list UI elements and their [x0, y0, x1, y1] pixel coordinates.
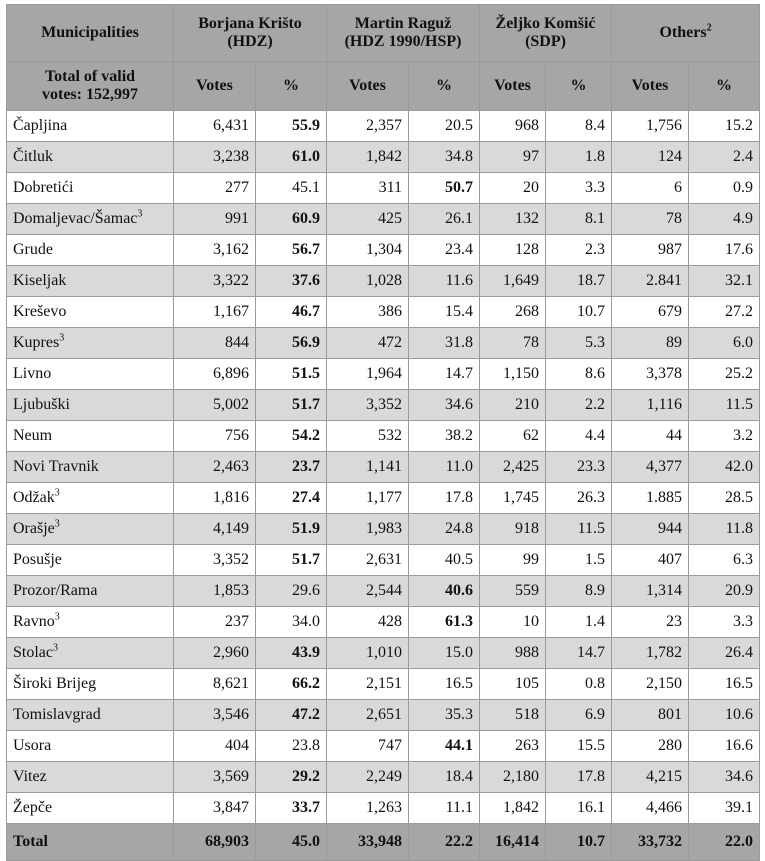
municipality-name: [7, 762, 174, 793]
votes-cell: 99: [480, 545, 546, 576]
votes-cell: 1,782: [612, 638, 689, 669]
total-cell: 45.0: [256, 824, 327, 861]
percent-cell: 8.1: [546, 204, 612, 235]
percent-cell: 6.3: [689, 545, 760, 576]
candidate-name: Martin Raguž: [354, 14, 452, 32]
municipality-name: [7, 731, 174, 762]
votes-cell: 2,651: [327, 700, 409, 731]
table-row: [7, 142, 760, 173]
votes-cell: 6,896: [174, 359, 256, 390]
percent-cell: 26.4: [689, 638, 760, 669]
percent-cell: 2.3: [546, 235, 612, 266]
votes-cell: 3,546: [174, 700, 256, 731]
total-cell: 16,414: [480, 824, 546, 861]
percent-cell: 47.2: [256, 700, 327, 731]
percent-cell: 1.8: [546, 142, 612, 173]
votes-header: Votes: [327, 62, 409, 111]
municipality-name: [7, 669, 174, 700]
percent-cell: 0.9: [689, 173, 760, 204]
municipality-label: Usora: [13, 737, 52, 754]
percent-cell: 11.6: [409, 266, 480, 297]
percent-cell: 2.2: [546, 390, 612, 421]
percent-cell: 33.7: [256, 793, 327, 824]
municipality-label: Ravno: [13, 613, 55, 630]
municipality-label: Grude: [13, 241, 53, 258]
votes-cell: 1,141: [327, 452, 409, 483]
votes-cell: 1,756: [612, 111, 689, 142]
votes-cell: 4,149: [174, 514, 256, 545]
votes-cell: 518: [480, 700, 546, 731]
municipality-name: [7, 266, 174, 297]
percent-cell: 27.2: [689, 297, 760, 328]
percent-cell: 43.9: [256, 638, 327, 669]
municipality-label: Kreševo: [13, 303, 67, 320]
footnote-marker: 3: [59, 332, 65, 344]
percent-cell: 11.5: [689, 390, 760, 421]
percent-cell: 32.1: [689, 266, 760, 297]
votes-cell: 425: [327, 204, 409, 235]
municipality-label: Stolac: [13, 644, 53, 661]
percent-cell: 0.8: [546, 669, 612, 700]
percent-cell: 4.4: [546, 421, 612, 452]
table-row: [7, 421, 760, 452]
municipality-name: [7, 204, 174, 235]
votes-cell: 23: [612, 607, 689, 638]
votes-cell: 2,463: [174, 452, 256, 483]
percent-cell: 39.1: [689, 793, 760, 824]
percent-cell: 17.6: [689, 235, 760, 266]
total-cell: 33,732: [612, 824, 689, 861]
percent-cell: 26.1: [409, 204, 480, 235]
percent-cell: 23.3: [546, 452, 612, 483]
percent-cell: 28.5: [689, 483, 760, 514]
candidate-header-kristo: [174, 5, 327, 62]
percent-cell: 15.4: [409, 297, 480, 328]
municipality-label: Orašje: [13, 520, 55, 537]
municipality-name: [7, 700, 174, 731]
percent-cell: 4.9: [689, 204, 760, 235]
votes-cell: 1,983: [327, 514, 409, 545]
percent-cell: 15.5: [546, 731, 612, 762]
percent-cell: 51.9: [256, 514, 327, 545]
votes-cell: 1.885: [612, 483, 689, 514]
votes-cell: 210: [480, 390, 546, 421]
total-label: Total: [7, 824, 174, 861]
votes-cell: 2,151: [327, 669, 409, 700]
votes-cell: 1,745: [480, 483, 546, 514]
votes-header: Votes: [174, 62, 256, 111]
percent-cell: 23.7: [256, 452, 327, 483]
votes-cell: 679: [612, 297, 689, 328]
footnote-marker: 3: [54, 487, 60, 499]
municipality-label: Čapljina: [13, 117, 68, 134]
votes-cell: 3,352: [327, 390, 409, 421]
municipality-name: [7, 111, 174, 142]
table-row: [7, 359, 760, 390]
votes-cell: 20: [480, 173, 546, 204]
percent-cell: 66.2: [256, 669, 327, 700]
percent-cell: 8.4: [546, 111, 612, 142]
votes-cell: 124: [612, 142, 689, 173]
footnote-marker: 2: [706, 22, 712, 34]
results-body: [7, 111, 760, 824]
votes-cell: 1,816: [174, 483, 256, 514]
municipality-name: [7, 545, 174, 576]
percent-cell: 51.7: [256, 390, 327, 421]
percent-cell: 16.1: [546, 793, 612, 824]
candidate-party: (SDP): [525, 33, 566, 50]
total-cell: 68,903: [174, 824, 256, 861]
footnote-marker: 3: [54, 518, 60, 530]
municipality-name: [7, 359, 174, 390]
percent-cell: 18.4: [409, 762, 480, 793]
candidate-header-others: [612, 5, 760, 62]
candidate-header-raguz: [327, 5, 480, 62]
votes-cell: 277: [174, 173, 256, 204]
municipality-label: Domaljevac/Šamac: [13, 210, 138, 227]
table-row: [7, 669, 760, 700]
percent-cell: 51.7: [256, 545, 327, 576]
percent-cell: 16.5: [689, 669, 760, 700]
table-row: [7, 607, 760, 638]
percent-cell: 20.9: [689, 576, 760, 607]
votes-cell: 128: [480, 235, 546, 266]
municipalities-header: Municipalities: [7, 5, 174, 62]
votes-cell: 44: [612, 421, 689, 452]
table-row: [7, 700, 760, 731]
total-valid-line2: votes: 152,997: [42, 86, 138, 103]
table-row: [7, 762, 760, 793]
votes-cell: 3,352: [174, 545, 256, 576]
percent-cell: 44.1: [409, 731, 480, 762]
votes-cell: 472: [327, 328, 409, 359]
votes-cell: 2,150: [612, 669, 689, 700]
percent-cell: 54.2: [256, 421, 327, 452]
votes-cell: 89: [612, 328, 689, 359]
votes-cell: 532: [327, 421, 409, 452]
percent-cell: 11.5: [546, 514, 612, 545]
votes-cell: 2,631: [327, 545, 409, 576]
votes-cell: 8,621: [174, 669, 256, 700]
votes-cell: 1,314: [612, 576, 689, 607]
percent-header: %: [689, 62, 760, 111]
municipality-name: [7, 483, 174, 514]
votes-cell: 991: [174, 204, 256, 235]
votes-cell: 78: [480, 328, 546, 359]
percent-cell: 8.6: [546, 359, 612, 390]
votes-cell: 1,167: [174, 297, 256, 328]
table-row: [7, 173, 760, 204]
votes-cell: 987: [612, 235, 689, 266]
candidate-party: (HDZ): [227, 33, 273, 50]
municipality-name: [7, 173, 174, 204]
percent-cell: 55.9: [256, 111, 327, 142]
percent-cell: 61.3: [409, 607, 480, 638]
header-row-candidates: [7, 5, 760, 62]
table-row: [7, 545, 760, 576]
percent-cell: 3.3: [546, 173, 612, 204]
votes-cell: 3,378: [612, 359, 689, 390]
total-cell: 10.7: [546, 824, 612, 861]
votes-cell: 3,569: [174, 762, 256, 793]
table-row: [7, 638, 760, 669]
votes-cell: 756: [174, 421, 256, 452]
table-row: [7, 576, 760, 607]
municipality-label: Prozor/Rama: [13, 582, 98, 599]
votes-cell: 918: [480, 514, 546, 545]
municipality-label: Tomislavgrad: [13, 706, 101, 723]
votes-cell: 237: [174, 607, 256, 638]
votes-cell: 1,028: [327, 266, 409, 297]
percent-cell: 34.8: [409, 142, 480, 173]
footnote-marker: 3: [53, 642, 58, 654]
votes-cell: 3,322: [174, 266, 256, 297]
municipality-label: Široki Brijeg: [13, 675, 97, 692]
table-row: [7, 483, 760, 514]
percent-cell: 11.8: [689, 514, 760, 545]
footnote-marker: 3: [54, 611, 60, 623]
votes-cell: 10: [480, 607, 546, 638]
percent-cell: 11.1: [409, 793, 480, 824]
percent-cell: 1.5: [546, 545, 612, 576]
table-row: [7, 390, 760, 421]
percent-cell: 34.6: [689, 762, 760, 793]
votes-cell: 2,960: [174, 638, 256, 669]
municipality-name: [7, 328, 174, 359]
percent-cell: 16.6: [689, 731, 760, 762]
municipality-name: [7, 576, 174, 607]
percent-cell: 14.7: [546, 638, 612, 669]
percent-header: %: [409, 62, 480, 111]
table-row: [7, 235, 760, 266]
percent-cell: 6.9: [546, 700, 612, 731]
municipality-label: Posušje: [13, 551, 62, 568]
percent-cell: 23.8: [256, 731, 327, 762]
percent-cell: 29.6: [256, 576, 327, 607]
candidate-name: Željko Komšić: [495, 14, 596, 32]
municipality-name: [7, 452, 174, 483]
percent-cell: 18.7: [546, 266, 612, 297]
votes-cell: 280: [612, 731, 689, 762]
votes-cell: 3,847: [174, 793, 256, 824]
candidate-party: (HDZ 1990/HSP): [344, 33, 462, 50]
votes-cell: 1,010: [327, 638, 409, 669]
total-valid-line1: Total of valid: [44, 67, 136, 85]
votes-cell: 6,431: [174, 111, 256, 142]
percent-cell: 24.8: [409, 514, 480, 545]
votes-cell: 2,544: [327, 576, 409, 607]
percent-cell: 8.9: [546, 576, 612, 607]
percent-cell: 10.7: [546, 297, 612, 328]
table-row: [7, 297, 760, 328]
percent-cell: 15.2: [689, 111, 760, 142]
municipality-name: [7, 638, 174, 669]
candidate-name: Others: [659, 23, 707, 41]
votes-cell: 3,238: [174, 142, 256, 173]
votes-cell: 132: [480, 204, 546, 235]
table-row: [7, 731, 760, 762]
percent-cell: 17.8: [546, 762, 612, 793]
percent-cell: 34.6: [409, 390, 480, 421]
percent-cell: 17.8: [409, 483, 480, 514]
votes-cell: 1,177: [327, 483, 409, 514]
percent-cell: 6.0: [689, 328, 760, 359]
votes-cell: 263: [480, 731, 546, 762]
votes-cell: 1,842: [327, 142, 409, 173]
election-results-table: [6, 4, 760, 861]
municipality-name: [7, 297, 174, 328]
percent-cell: 60.9: [256, 204, 327, 235]
municipality-name: [7, 607, 174, 638]
table-row: [7, 111, 760, 142]
percent-cell: 56.9: [256, 328, 327, 359]
municipality-label: Neum: [13, 427, 53, 444]
percent-header: %: [256, 62, 327, 111]
votes-cell: 1,304: [327, 235, 409, 266]
total-cell: 22.0: [689, 824, 760, 861]
percent-cell: 11.0: [409, 452, 480, 483]
percent-cell: 20.5: [409, 111, 480, 142]
percent-cell: 31.8: [409, 328, 480, 359]
votes-cell: 2,180: [480, 762, 546, 793]
percent-cell: 25.2: [689, 359, 760, 390]
votes-cell: 1,649: [480, 266, 546, 297]
municipality-label: Vitez: [13, 768, 47, 785]
percent-cell: 61.0: [256, 142, 327, 173]
votes-cell: 4,466: [612, 793, 689, 824]
votes-cell: 105: [480, 669, 546, 700]
percent-cell: 42.0: [689, 452, 760, 483]
votes-cell: 2.841: [612, 266, 689, 297]
votes-cell: 4,377: [612, 452, 689, 483]
total-valid-votes-header: [7, 62, 174, 111]
percent-cell: 34.0: [256, 607, 327, 638]
votes-cell: 944: [612, 514, 689, 545]
percent-cell: 3.2: [689, 421, 760, 452]
votes-cell: 4,215: [612, 762, 689, 793]
percent-cell: 26.3: [546, 483, 612, 514]
percent-cell: 15.0: [409, 638, 480, 669]
votes-cell: 559: [480, 576, 546, 607]
municipality-label: Kiseljak: [13, 272, 67, 289]
votes-cell: 428: [327, 607, 409, 638]
votes-cell: 1,842: [480, 793, 546, 824]
municipality-name: [7, 793, 174, 824]
percent-cell: 1.4: [546, 607, 612, 638]
total-cell: 22.2: [409, 824, 480, 861]
votes-cell: 1,116: [612, 390, 689, 421]
percent-cell: 46.7: [256, 297, 327, 328]
votes-cell: 801: [612, 700, 689, 731]
votes-cell: 1,150: [480, 359, 546, 390]
percent-cell: 37.6: [256, 266, 327, 297]
municipality-name: [7, 421, 174, 452]
percent-cell: 16.5: [409, 669, 480, 700]
votes-cell: 2,249: [327, 762, 409, 793]
municipality-label: Kupres: [13, 334, 60, 351]
municipality-label: Žepče: [13, 799, 53, 816]
table-row: [7, 452, 760, 483]
percent-cell: 35.3: [409, 700, 480, 731]
header-row-columns: [7, 62, 760, 111]
municipality-label: Livno: [13, 365, 52, 382]
votes-cell: 407: [612, 545, 689, 576]
percent-cell: 40.6: [409, 576, 480, 607]
percent-cell: 50.7: [409, 173, 480, 204]
candidate-name: Borjana Krišto: [198, 14, 302, 32]
votes-cell: 1,263: [327, 793, 409, 824]
municipality-label: Čitluk: [13, 148, 54, 165]
votes-cell: 988: [480, 638, 546, 669]
table-row: [7, 793, 760, 824]
votes-cell: 404: [174, 731, 256, 762]
votes-cell: 386: [327, 297, 409, 328]
municipality-name: [7, 235, 174, 266]
municipality-label: Ljubuški: [13, 396, 70, 413]
votes-cell: 1,853: [174, 576, 256, 607]
percent-cell: 5.3: [546, 328, 612, 359]
votes-cell: 2,357: [327, 111, 409, 142]
candidate-header-komsic: [480, 5, 612, 62]
votes-cell: 5,002: [174, 390, 256, 421]
percent-cell: 38.2: [409, 421, 480, 452]
votes-cell: 6: [612, 173, 689, 204]
percent-cell: 40.5: [409, 545, 480, 576]
votes-cell: 844: [174, 328, 256, 359]
percent-cell: 29.2: [256, 762, 327, 793]
municipality-name: [7, 390, 174, 421]
votes-cell: 78: [612, 204, 689, 235]
municipality-name: [7, 514, 174, 545]
municipality-label: Novi Travnik: [13, 458, 99, 475]
footnote-marker: 3: [137, 208, 143, 220]
table-row: [7, 514, 760, 545]
table-row: [7, 266, 760, 297]
table-row: [7, 204, 760, 235]
votes-header: Votes: [612, 62, 689, 111]
percent-cell: 23.4: [409, 235, 480, 266]
percent-cell: 3.3: [689, 607, 760, 638]
votes-cell: 3,162: [174, 235, 256, 266]
municipality-name: [7, 142, 174, 173]
votes-cell: 62: [480, 421, 546, 452]
total-row: [7, 824, 760, 861]
votes-cell: 747: [327, 731, 409, 762]
votes-cell: 268: [480, 297, 546, 328]
municipality-label: Dobretići: [13, 179, 74, 196]
votes-cell: 97: [480, 142, 546, 173]
percent-cell: 45.1: [256, 173, 327, 204]
percent-header: %: [546, 62, 612, 111]
percent-cell: 27.4: [256, 483, 327, 514]
votes-header: Votes: [480, 62, 546, 111]
percent-cell: 14.7: [409, 359, 480, 390]
percent-cell: 10.6: [689, 700, 760, 731]
votes-cell: 2,425: [480, 452, 546, 483]
percent-cell: 56.7: [256, 235, 327, 266]
votes-cell: 311: [327, 173, 409, 204]
percent-cell: 51.5: [256, 359, 327, 390]
total-cell: 33,948: [327, 824, 409, 861]
municipality-label: Odžak: [13, 489, 55, 506]
votes-cell: 1,964: [327, 359, 409, 390]
votes-cell: 968: [480, 111, 546, 142]
percent-cell: 2.4: [689, 142, 760, 173]
table-row: [7, 328, 760, 359]
